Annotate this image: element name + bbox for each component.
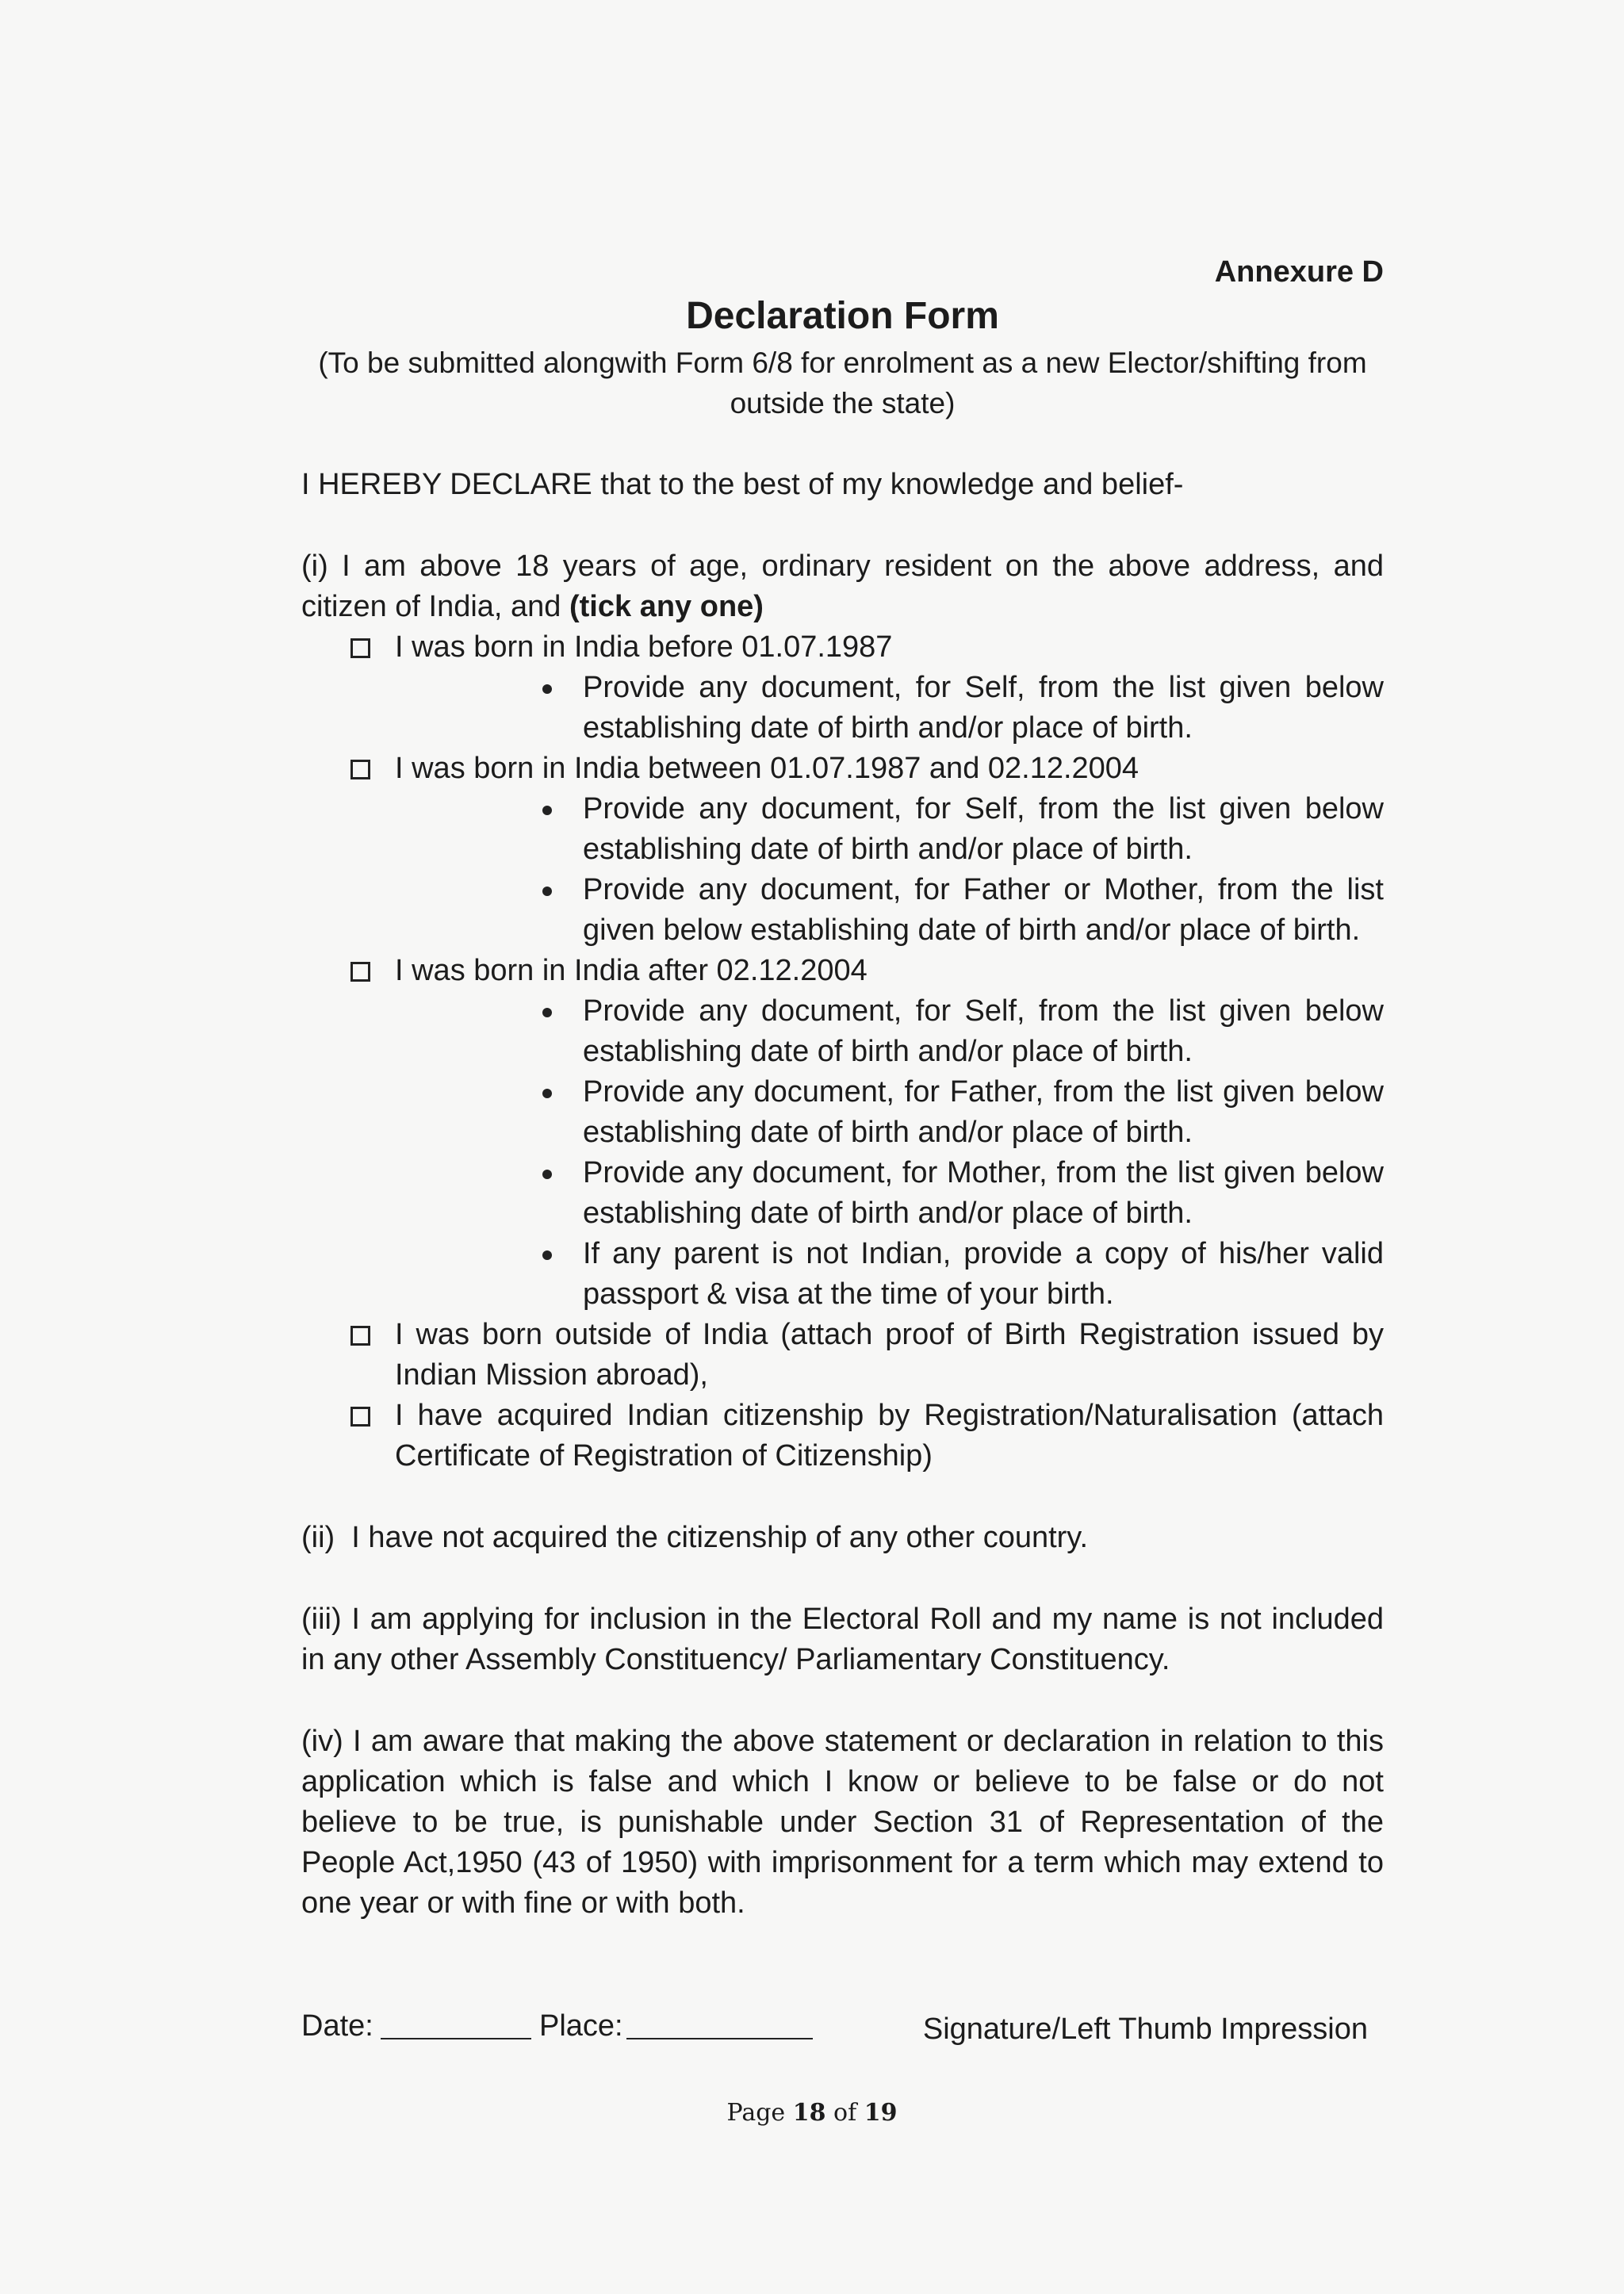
bullet-icon [542, 1170, 552, 1179]
bullet-icon [542, 1250, 552, 1260]
option-label: I have acquired Indian citizenship by Registration/Naturalisation (attach Certificate of Registration of Citizenship) [395, 1399, 1384, 1473]
date-label: Date: [301, 2009, 373, 2043]
current-page: 18 [792, 2099, 826, 2127]
clause-i-text: (i) I am above 18 years of age, ordinary resident on the above address, and citizen of India, and [301, 550, 1384, 623]
list-item [395, 1153, 1384, 1234]
option-requirements [395, 668, 1384, 749]
bullet-icon [542, 1089, 552, 1098]
of-word: of [833, 2099, 857, 2127]
checkbox-icon[interactable] [350, 1326, 370, 1346]
list-item [395, 991, 1384, 1072]
option-requirements [395, 991, 1384, 1315]
subtitle: (To be submitted alongwith Form 6/8 for enrolment as a new Elector/shifting from outside the state) [318, 347, 1367, 419]
list-item [395, 870, 1384, 951]
requirement-text: Provide any document, for Self, from the list given below establishing date of birth and/or place of birth. [583, 671, 1384, 745]
form-body [301, 254, 1384, 2047]
checkbox-icon[interactable] [350, 962, 370, 982]
declaration-statement: I HEREBY DECLARE that to the best of my knowledge and belief- [301, 468, 1184, 501]
option-label: I was born in India after 02.12.2004 [395, 954, 868, 987]
option-label: I was born outside of India (attach proof of Birth Registration issued by Indian Mission abroad), [395, 1318, 1384, 1392]
clause-ii: (ii) I have not acquired the citizenship of any other country. [301, 1521, 1089, 1554]
requirement-text: Provide any document, for Father or Mother, from the list given below establishing date of birth and/or place of birth. [583, 873, 1384, 947]
clause-i [301, 546, 1384, 627]
requirement-text: Provide any document, for Self, from the list given below establishing date of birth and/or place of birth. [583, 792, 1384, 866]
list-item [395, 789, 1384, 870]
option-born-after-2004 [301, 951, 1384, 1315]
checkbox-icon[interactable] [350, 1407, 370, 1427]
place-label: Place: [539, 2009, 623, 2043]
clause-iii: (iii) I am applying for inclusion in the Electoral Roll and my name is not included in any other Assembly Constituency/ Parliamentary Constituency. [301, 1603, 1384, 1676]
checkbox-icon[interactable] [350, 638, 370, 658]
clause-i-emphasis: (tick any one) [569, 590, 764, 623]
requirement-text: If any parent is not Indian, provide a copy of his/her valid passport & visa at the time of your birth. [583, 1237, 1384, 1311]
option-born-1987-2004 [301, 749, 1384, 951]
place-field[interactable] [626, 2038, 813, 2039]
signature-row [301, 2006, 1384, 2047]
page-number [0, 2097, 1624, 2129]
bullet-icon [542, 887, 552, 896]
option-born-before-1987 [301, 627, 1384, 749]
list-item [395, 1072, 1384, 1153]
option-requirements [395, 789, 1384, 951]
signature-label: Signature/Left Thumb Impression [922, 2013, 1368, 2046]
option-acquired-citizenship [301, 1396, 1384, 1476]
clause-iv: (iv) I am aware that making the above statement or declaration in relation to this application which is false and which I know or believe to be false or do not believe to be true, is punishable under Section 31 of Representation of the People Act,1950 (43 of 1950) with imprisonment for a term which may extend to one year or with fine or with both. [301, 1725, 1384, 1920]
list-item [395, 668, 1384, 749]
checkbox-icon[interactable] [350, 760, 370, 779]
requirement-text: Provide any document, for Mother, from the list given below establishing date of birth and/or place of birth. [583, 1156, 1384, 1230]
bullet-icon [542, 806, 552, 815]
bullet-icon [542, 1008, 552, 1017]
requirement-text: Provide any document, for Father, from the list given below establishing date of birth and/or place of birth. [583, 1075, 1384, 1149]
annexure-label: Annexure D [1214, 255, 1384, 289]
option-label: I was born in India between 01.07.1987 and 02.12.2004 [395, 752, 1139, 785]
option-born-outside-india [301, 1315, 1384, 1396]
date-field[interactable] [381, 2038, 531, 2039]
page-title: Declaration Form [686, 295, 999, 337]
birth-options-list [301, 627, 1384, 1476]
option-label: I was born in India before 01.07.1987 [395, 630, 893, 664]
bullet-icon [542, 684, 552, 694]
list-item [395, 1234, 1384, 1315]
total-pages: 19 [864, 2099, 898, 2127]
requirement-text: Provide any document, for Self, from the list given below establishing date of birth and/or place of birth. [583, 994, 1384, 1068]
page-word: Page [726, 2099, 786, 2127]
